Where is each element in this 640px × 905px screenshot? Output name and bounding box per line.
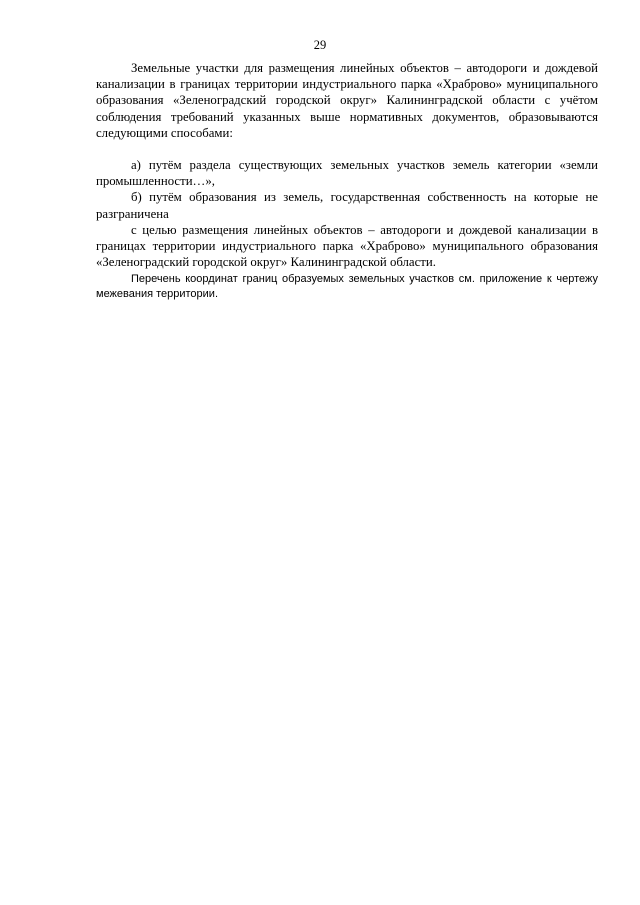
method-b-paragraph: б) путём образования из земель, государственная собственность на которые не разграничена xyxy=(96,190,598,221)
reference-paragraph: Перечень координат границ образуемых земельных участков см. приложение к чертежу межевания территории. xyxy=(96,273,598,301)
page-number: 29 xyxy=(313,38,327,52)
method-a-paragraph: а) путём раздела существующих земельных участков земель категории «земли промышленности…», xyxy=(96,158,598,189)
intro-paragraph: Земельные участки для размещения линейных объектов – автодороги и дождевой канализации в границах территории индустриального парка «Храброво» муниципального образования «Зеленоградский городской округ» Калининградской области с учётом соблюдения требований указанных выше нормативных документов, образовываются следующими способами: xyxy=(96,61,598,140)
purpose-paragraph: с целью размещения линейных объектов – автодороги и дождевой канализации в границах территории индустриального парка «Храброво» муниципального образования «Зеленоградский городской округ» Калининградской области. xyxy=(96,222,598,270)
document-body xyxy=(96,60,598,302)
